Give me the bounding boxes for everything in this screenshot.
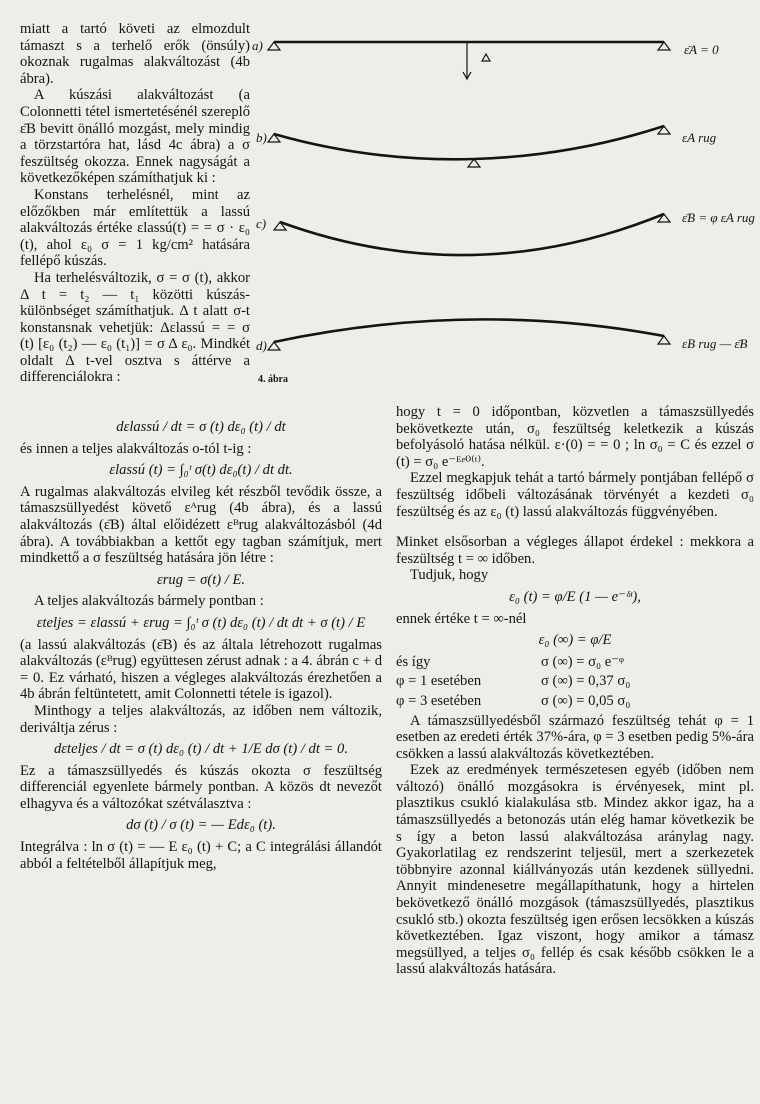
equation: ε₀ (∞) = φ/E (538, 632, 612, 649)
paragraph: ennek értéke t = ∞-nél (396, 610, 527, 627)
fig-label-d: d) (256, 338, 267, 353)
paragraph: Integrálva : ln σ (t) = — E ε₀ (t) + C; a C integrálási állandót abból a feltételből állapítjuk meg, (20, 839, 382, 872)
paragraph: Minthogy a teljes alakváltozás, az időben nem változik, deriváltja zérus : (20, 702, 382, 736)
fig-label-a: a) (252, 38, 263, 53)
result-condition: és így (396, 653, 431, 670)
figure-caption: 4. ábra (258, 374, 288, 385)
paragraph: Minket elsősorban a végleges állapot érdekel : mekkora a feszültség t = ∞ időben. (396, 534, 754, 567)
left-column-bottom (20, 414, 382, 872)
paragraph: (a lassú alakváltozás (ε̄B) és az általa létrehozott rugalmas alakváltozás (εᴮrug) együttesen zérust adnak : a 4. ábrán c + d = 0. Ez várható, hiszen a végleges alakváltozás érezhetően a 4b ábrán feltüntetett, amit Colonnetti tétele is igazol). (20, 636, 382, 703)
paragraph: hogy t = 0 időpontban, közvetlen a támaszsüllyedés bekövetkezte után, σ₀ feszültség keletkezik a kúszás befolyásoló hatása nélkül. ε·(0) = = 0 ; ln σ₀ = C és ezzel σ (t) = σ₀ e⁻ᴱᵉ⁰⁽ᵗ⁾. (396, 404, 754, 470)
paragraph: Ezek az eredmények természetesen egyéb (időben nem változó) önálló mozgásokra is érvényesek, mint pl. plasztikus csukló kialakulása stb. Mindez akkor igaz, ha a támaszsüllyedés a betonozás után elég hamar következik be s így a beton lassú alakváltozása aránylag nagy. Gyakorlatilag ez rendszerint teljesül, mert a szerkezetek többnyire azonnal kiállványozás után kezdenek süllyedni. Annyit mindenesetre megállapíthatunk, hogy a hirtelen bekövetkező önálló mozgások (támaszsüllyedés, plasztikus csukló stb.) okozta feszültség igen erősen lecsökken a kúszás következtében. Igaz viszont, hogy amikor a támasz megsüllyed, a teljes σ₀ fellép és csak később csökken le a lassú alakváltozás hatására. (396, 762, 754, 978)
figure-4-drawing (252, 14, 755, 394)
equation: εrug = σ(t) / E. (156, 571, 246, 588)
equation: dεteljes / dt = σ (t) dε₀ (t) / dt + 1/E dσ (t) / dt = 0. (54, 741, 348, 758)
fig-right-label-c: ε̄B = φ εA rug (682, 210, 755, 225)
equation: εteljes = εlassú + εrug = ∫₀ᵗ σ (t) dε₀ (t) / dt dt + σ (t) / E (36, 614, 366, 631)
paragraph: és innen a teljes alakváltozás o-tól t-ig : (20, 440, 252, 457)
paragraph: Ha terhelésváltozik, σ = σ (t), akkor Δ t = t₂ — t₁ közötti kúszás-különbséget számíthatjuk. Δ t alatt σ-t konstansnak vehetjük: Δεlassú = = σ (t) [ε₀ (t₂) — ε₀ (t₁)] = σ Δ ε₀. Mindkét oldalt Δ t-vel osztva s áttérve a differenciálokra : (20, 269, 250, 386)
result-row (396, 673, 754, 690)
result-condition: φ = 1 esetében (396, 673, 482, 690)
fig-label-c: c) (256, 216, 267, 231)
result-value: σ (∞) = 0,05 σ₀ (541, 692, 631, 709)
paragraph: A rugalmas alakváltozás elvileg két részből tevődik össze, a támaszsüllyedést követő εᴬrug (4b ábra), és a lassú alakváltozás (ε̄B) által előidézett εᴮrug alakváltozásból (4d ábra). A továbbiakban a kettőt egy tagban számítjuk, mert mindkettő a σ feszültség hatására jön létre : (20, 483, 382, 567)
result-value: σ (∞) = σ₀ e⁻ᵠ (541, 653, 624, 670)
right-column (396, 404, 754, 978)
paragraph: A kúszási alakváltozást (a Colonnetti tétel ismertetésénél szereplő ε̄B bevitt önálló mozgást, mely mindig a törzstartóra hat, lásd 4c ábra) a σ feszültség okozza. Ennek nagyságát a következőképen számíthatjuk ki : (20, 87, 250, 187)
result-value: σ (∞) = 0,37 σ₀ (541, 673, 631, 690)
fig-right-label-d: εB rug — ε̄B (682, 336, 748, 351)
equation: ε₀ (t) = φ/E (1 — e⁻ᵟᵗ), (509, 588, 641, 605)
paragraph: Ez a támaszsüllyedés és kúszás okozta σ feszültség differenciál egyenlete bármely pontban. A közös dt nevezőt elhagyva és a változókat szétválasztva : (20, 762, 382, 812)
figure-4 (252, 14, 755, 394)
paragraph: miatt a tartó követi az elmozdult támaszt s a terhelő erők (önsúly) okoznak rugalmas alakváltozást (4b ábra). (20, 21, 250, 87)
paragraph: A teljes alakváltozás bármely pontban : (34, 593, 264, 610)
beam-d (274, 319, 664, 342)
support-right-d (658, 336, 670, 344)
beam-c (280, 214, 664, 255)
equation: εlassú (t) = ∫₀ᵗ σ(t) dε₀(t) / dt dt. (109, 462, 293, 479)
left-column-top (20, 21, 250, 386)
fig-right-label-a: ε̄A = 0 (684, 42, 719, 57)
equation: dεlassú / dt = σ (t) dε₀ (t) / dt (116, 419, 286, 435)
result-row (396, 654, 754, 671)
result-condition: φ = 3 esetében (396, 692, 482, 709)
paragraph: A támaszsüllyedésből származó feszültség tehát φ = 1 esetben az eredeti érték 37%-ára, φ = 3 esetben pedig 5%-ára csökken a lassú alakváltozás következtében. (396, 712, 754, 762)
beam-b (274, 126, 664, 159)
result-row (396, 693, 754, 710)
paragraph: Ezzel megkapjuk tehát a tartó bármely pontjában fellépő σ feszültség időbeli változásának törvényét a kezdeti σ₀ feszültség és az ε₀ (t) lassú alakváltozás függvényében. (396, 470, 754, 520)
support-left-d (268, 342, 280, 350)
equation: dσ (t) / σ (t) = — Edε₀ (t). (126, 817, 276, 834)
paragraph: Konstans terhelésnél, mint az előzőkben már említettük a lassú alakváltozás értéke εlassú(t) = = σ · ε₀ (t), ahol ε₀ σ = 1 kg/cm² hatására fellépő kúszás. (20, 186, 250, 270)
fig-label-b: b) (256, 130, 267, 145)
fig-right-label-b: εA rug (682, 130, 717, 145)
paragraph: Tudjuk, hogy (410, 567, 489, 584)
displaced-support-a (482, 54, 490, 61)
